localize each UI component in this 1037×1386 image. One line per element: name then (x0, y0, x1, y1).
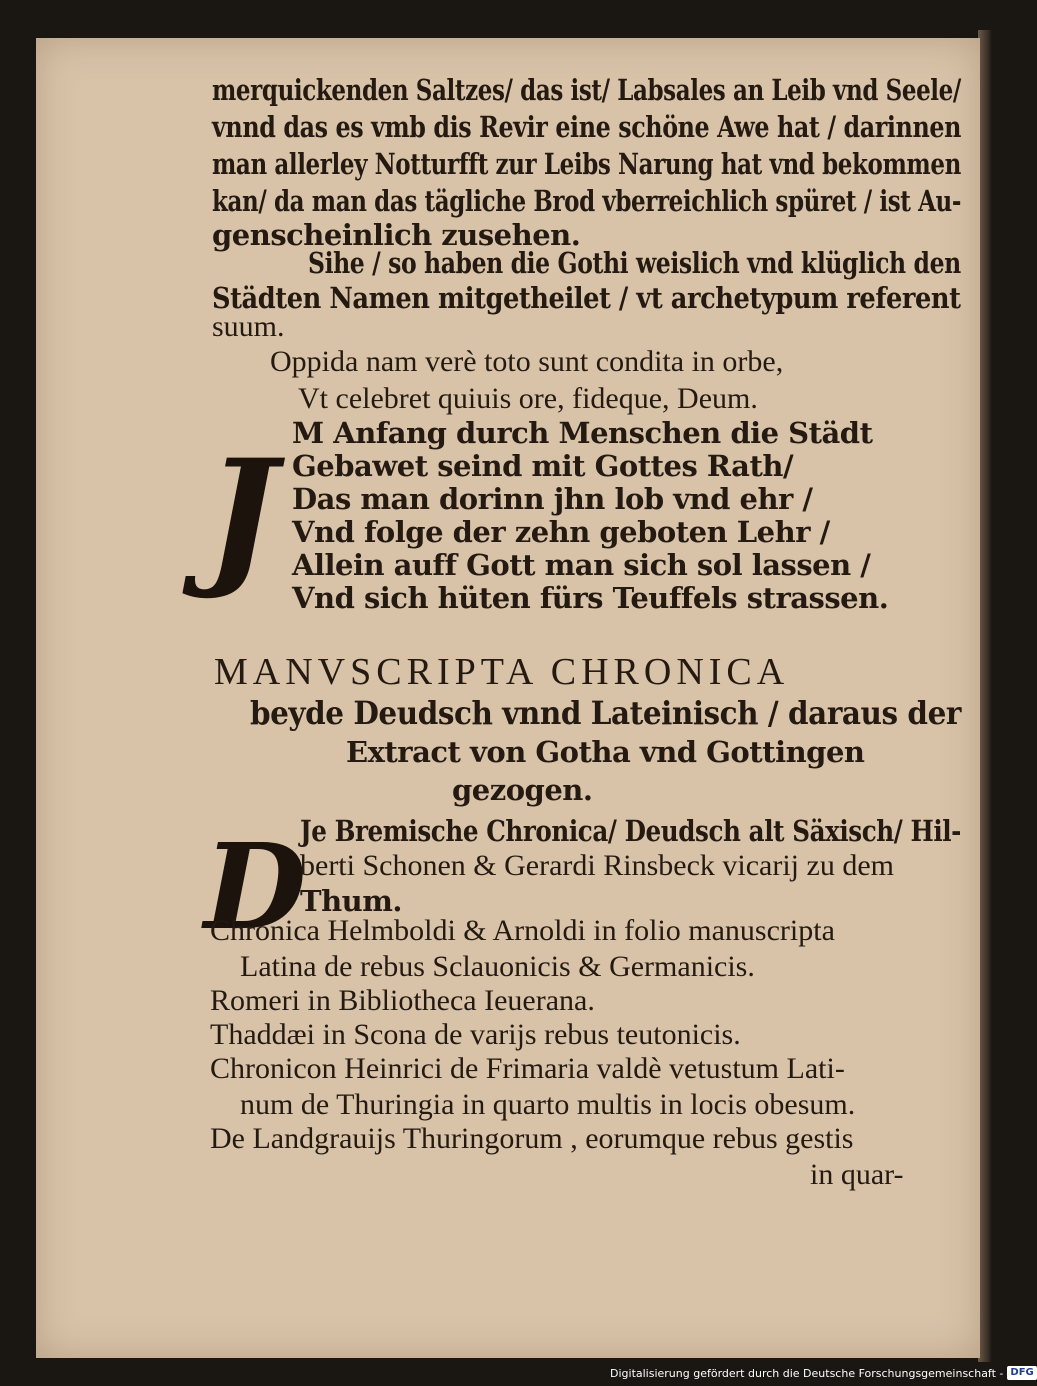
latin-verse-line: Oppida nam verè toto sunt condita in orbe, (270, 345, 784, 378)
section-subheading: Extract von Gotha vnd Gottingen (346, 735, 865, 769)
footer-text: Digitalisierung gefördert durch die Deutsche Forschungsgemeinschaft - (610, 1366, 1004, 1380)
list-line: Romeri in Bibliotheca Ieuerana. (210, 984, 595, 1017)
book-page (36, 38, 980, 1358)
list-line: Thum. (300, 884, 403, 918)
text-line: merquickenden Saltzes/ das ist/ Labsales an Leib vnd Seele/ (212, 73, 961, 107)
drop-cap: D (204, 817, 307, 956)
list-line: Je Bremische Chronica/ Deudsch alt Säxisch/ Hil- (300, 814, 961, 848)
list-line: Chronica Helmboldi & Arnoldi in folio manuscripta (210, 914, 835, 947)
poem-line: Gebawet seind mit Gottes Rath/ (292, 449, 794, 483)
list-line: De Landgrauijs Thuringorum , eorumque rebus gestis (210, 1122, 854, 1155)
text-line: genscheinlich zusehen. (212, 218, 581, 252)
poem-line: Allein auff Gott man sich sol lassen / (292, 548, 871, 582)
list-line: Latina de rebus Sclauonicis & Germanicis. (240, 950, 755, 983)
list-line: Thaddæi in Scona de varijs rebus teutonicis. (210, 1018, 741, 1051)
list-line: num de Thuringia in quarto multis in locis obesum. (240, 1088, 856, 1121)
list-line: Chronicon Heinrici de Frimaria valdè vetustum Lati- (210, 1052, 845, 1085)
poem-line: M Anfang durch Menschen die Städt (292, 416, 873, 450)
digitization-footer (610, 1364, 1034, 1382)
text-line: man allerley Notturfft zur Leibs Narung hat vnd bekommen (212, 147, 961, 181)
text-line: suum. (212, 310, 285, 343)
section-subheading: gezogen. (452, 773, 593, 807)
text-line: Städten Namen mitgetheilet / vt archetypum referent (212, 281, 961, 315)
latin-verse-line: Vt celebret quiuis ore, fideque, Deum. (298, 382, 758, 415)
poem-line: Vnd sich hüten fürs Teuffels strassen. (292, 581, 889, 615)
section-heading: MANVSCRIPTA CHRONICA (214, 651, 790, 693)
text-line: Sihe / so haben die Gothi weislich vnd klüglich den (308, 246, 961, 280)
catchword: in quar- (810, 1158, 904, 1191)
text-line: kan/ da man das tägliche Brod vberreichlich spüret / ist Au- (212, 184, 962, 218)
drop-cap: J (206, 427, 277, 603)
poem-line: Vnd folge der zehn geboten Lehr / (292, 515, 830, 549)
list-line: berti Schonen & Gerardi Rinsbeck vicarij zu dem (300, 849, 894, 882)
page-edge (978, 30, 992, 1362)
poem-line: Das man dorinn jhn lob vnd ehr / (292, 482, 813, 516)
text-line: vnnd das es vmb dis Revir eine schöne Awe hat / darinnen (212, 110, 961, 144)
dfg-logo-icon: DFG (1007, 1366, 1036, 1380)
section-subheading: beyde Deudsch vnnd Lateinisch / daraus der (250, 694, 961, 732)
